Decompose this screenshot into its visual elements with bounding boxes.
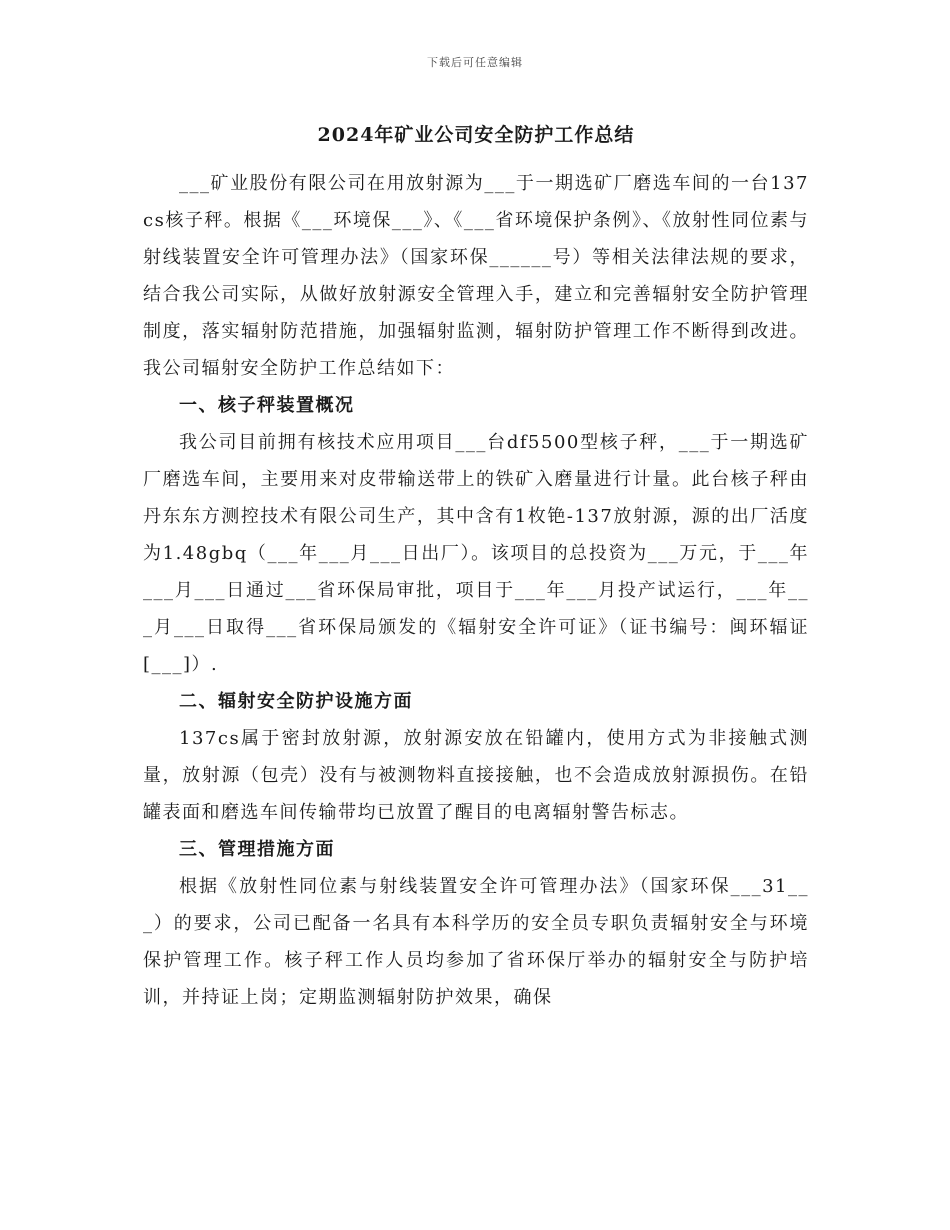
section-3 [143, 831, 809, 1016]
section-heading: 三、管理措施方面 [179, 839, 335, 860]
section-heading: 一、核子秤装置概况 [179, 395, 355, 416]
section-2 [143, 683, 809, 831]
section-paragraph: 根据《放射性同位素与射线装置安全许可管理办法》（国家环保___31___）的要求，公司已配备一名具有本科学历的安全员专职负责辐射安全与环境保护管理工作。核子秤工作人员均参加了省环保厅举办的辐射安全与防护培训，并持证上岗；定期监测辐射防护效果，确保 [143, 876, 809, 1008]
document-body [143, 120, 809, 1016]
section-paragraph: 我公司目前拥有核技术应用项目___台df5500型核子秤，___于一期选矿厂磨选车间，主要用来对皮带输送带上的铁矿入磨量进行计量。此台核子秤由丹东东方测控技术有限公司生产，其中含有1枚铯-137放射源，源的出厂活度为1.48gbq（___年___月___日出厂）。该项目的总投资为___万元，于___年___月___日通过___省环保局审批，项目于___年___月投产试运行，___年___月___日取得___省环保局颁发的《辐射安全许可证》（证书编号：闽环辐证[___]）. [143, 432, 809, 675]
section-paragraph: 137cs属于密封放射源，放射源安放在铅罐内，使用方式为非接触式测量，放射源（包壳）没有与被测物料直接接触，也不会造成放射源损伤。在铅罐表面和磨选车间传输带均已放置了醒目的电离辐射警告标志。 [143, 728, 809, 823]
header-note: 下载后可任意编辑 [427, 56, 523, 69]
section-1 [143, 387, 809, 683]
section-heading: 二、辐射安全防护设施方面 [179, 691, 413, 712]
intro-paragraph: ___矿业股份有限公司在用放射源为___于一期选矿厂磨选车间的一台137cs核子秤。根据《___环境保___》、《___省环境保护条例》、《放射性同位素与射线装置安全许可管理办法》（国家环保______号）等相关法律法规的要求，结合我公司实际，从做好放射源安全管理入手，建立和完善辐射安全防护管理制度，落实辐射防范措施，加强辐射监测，辐射防护管理工作不断得到改进。我公司辐射安全防护工作总结如下： [143, 173, 809, 379]
document-title: 2024年矿业公司安全防护工作总结 [317, 124, 635, 146]
